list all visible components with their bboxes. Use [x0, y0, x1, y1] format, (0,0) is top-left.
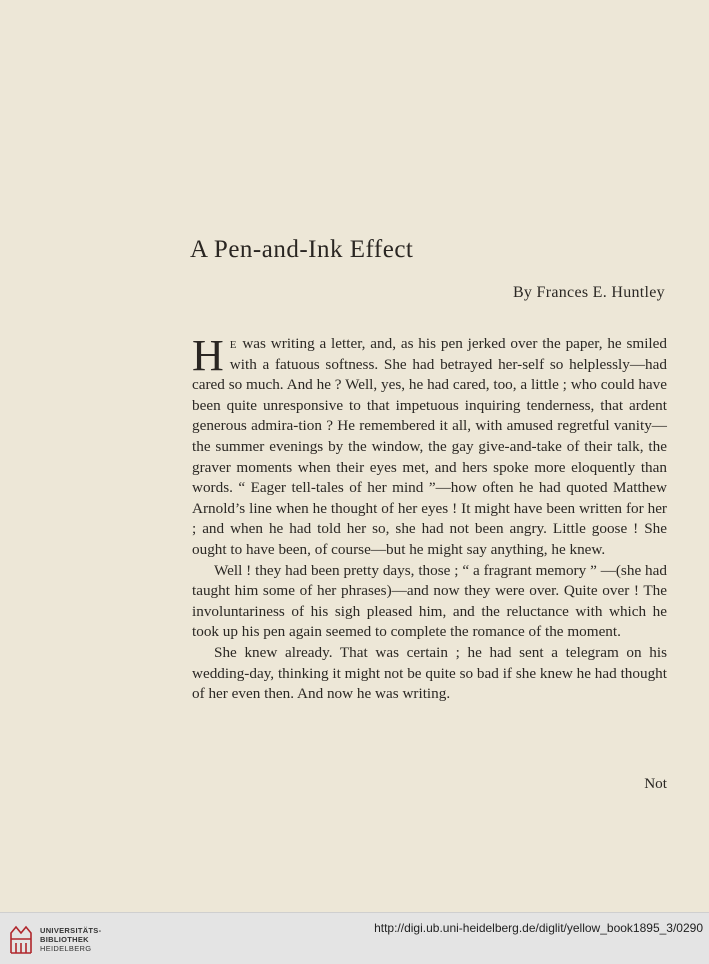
permalink-url[interactable]: http://digi.ub.uni-heidelberg.de/diglit/yellow_book1895_3/0290: [374, 921, 703, 935]
catchword: Not: [644, 775, 667, 792]
institution-name: [40, 926, 101, 953]
institution-line-2: BIBLIOTHEK: [40, 935, 89, 944]
article-body: [192, 331, 667, 705]
viewer-footer: [0, 912, 709, 964]
article-title: A Pen-and-Ink Effect: [190, 236, 414, 263]
first-word-rest: e: [229, 335, 238, 352]
institution-line-1: UNIVERSITÄTS-: [40, 926, 102, 935]
drop-cap: H: [192, 331, 224, 380]
institution-line-3: HEIDELBERG: [40, 944, 92, 953]
paragraph-3: She knew already. That was certain ; he had sent a telegram on his wedding-day, thinking it might not be quite so bad if she knew he had thought of her even then. And now he was writing.: [192, 643, 667, 703]
paragraph-1-text: was writing a letter, and, as his pen jerked over the paper, he smiled with a fatuous softness. She had betrayed her-self so helplessly—had cared so much. And he ? Well, yes, he had cared, too, a little ; who could have been quite unresponsive to that impetuous inquiring tenderness, that ardent generous admira-tion ? He remembered it all, with amused regretful vanity—the summer evenings by the window, the gay give-and-take of their talk, the graver moments when their eyes met, and hers spoke more eloquently than words. “ Eager tell-tales of her mind ”—how often he had quoted Matthew Arnold’s line when he thought of her eyes ! It might have been written for her ; and when he had told her so, she had not been angry. Little goose ! She ought to have been, of course—but he might say anything, he knew.: [192, 335, 667, 558]
paragraph-1: [192, 331, 667, 561]
paragraph-2: Well ! they had been pretty days, those ; “ a fragrant memory ” —(she had taught him some of her phrases)—and now they were over. Quite over ! The involuntariness of his sigh pleased him, and the reluctance with which he took up his pen again seemed to complete the romance of the moment.: [192, 561, 667, 641]
article-byline: By Frances E. Huntley: [512, 284, 665, 301]
university-library-logo-icon: [8, 923, 34, 955]
